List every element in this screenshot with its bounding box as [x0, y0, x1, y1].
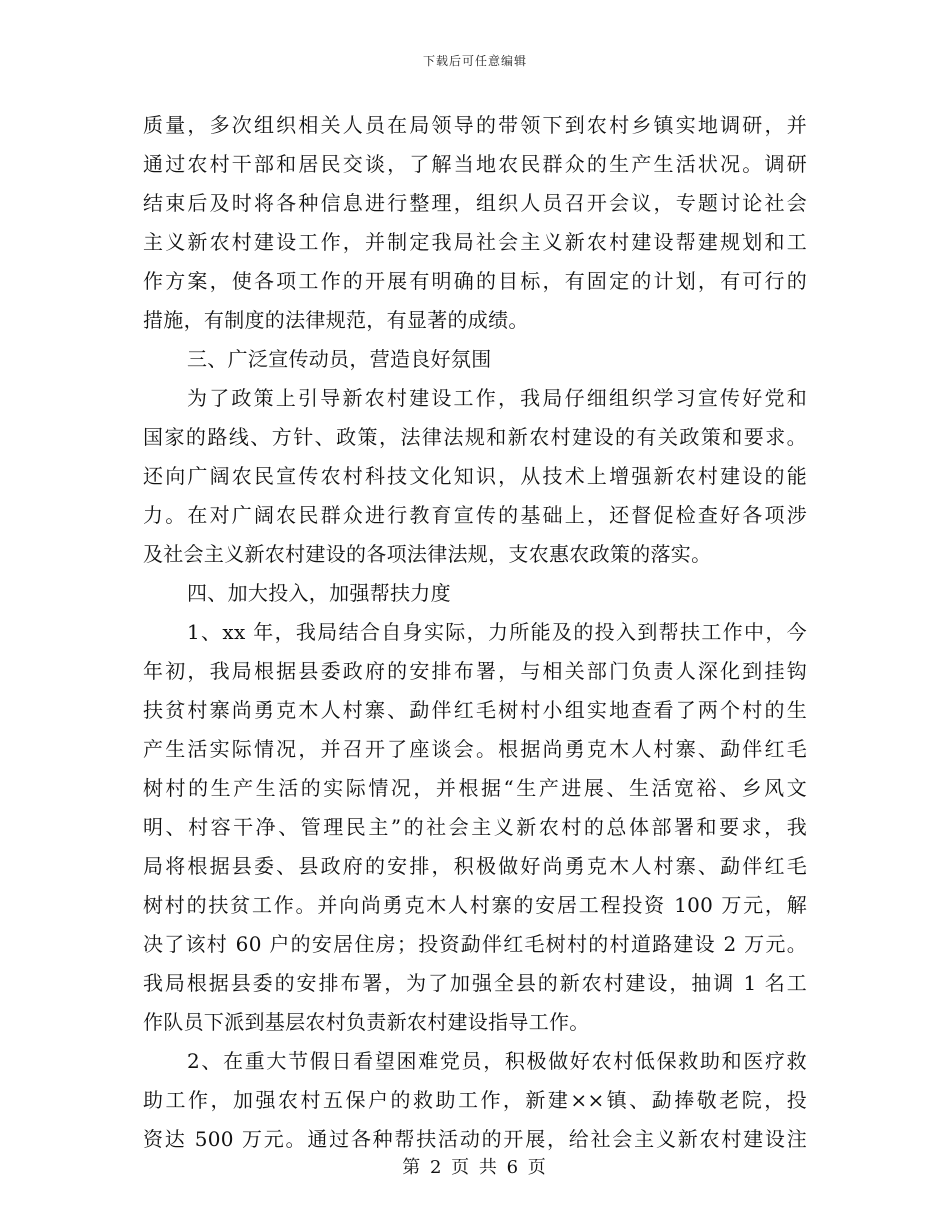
text-line: 质量，多次组织相关人员在局领导的带领下到农村乡镇实地调研，并 — [143, 113, 807, 137]
text-line: 助工作，加强农村五保户的救助工作，新建××镇、勐捧敬老院，投 — [143, 1088, 807, 1112]
text-line: 资达 500 万元。通过各种帮扶活动的开展，给社会主义新农村建设注 — [143, 1127, 807, 1151]
text-line: 还向广阔农民宣传农村科技文化知识，从技术上增强新农村建设的能 — [143, 464, 807, 488]
page-number: 第 2 页 共 6 页 — [402, 1157, 548, 1178]
section-heading: 三、广泛宣传动员，营造良好氛围 — [187, 347, 492, 371]
page-header: 下载后可任意编辑 — [422, 54, 527, 68]
text-line: 局将根据县委、县政府的安排，积极做好尚勇克木人村寨、勐伴红毛 — [143, 854, 807, 878]
text-line: 作方案，使各项工作的开展有明确的目标，有固定的计划，有可行的 — [143, 269, 807, 293]
text-line: 措施，有制度的法律规范，有显著的成绩。 — [143, 308, 529, 332]
text-line: 力。在对广阔农民群众进行教育宣传的基础上，还督促检查好各项涉 — [143, 503, 807, 527]
document-body — [143, 106, 807, 1159]
text-line: 1、xx 年，我局结合自身实际，力所能及的投入到帮扶工作中，今 — [187, 620, 807, 644]
section-heading: 四、加大投入，加强帮扶力度 — [187, 581, 451, 605]
text-line: 通过农村干部和居民交谈，了解当地农民群众的生产生活状况。调研 — [143, 152, 807, 176]
text-line: 主义新农村建设工作，并制定我局社会主义新农村建设帮建规划和工 — [143, 230, 807, 254]
text-line: 树村的生产生活的实际情况，并根据“生产进展、生活宽裕、乡风文 — [143, 776, 807, 800]
text-line: 结束后及时将各种信息进行整理，组织人员召开会议，专题讨论社会 — [143, 191, 807, 215]
text-line: 国家的路线、方针、政策，法律法规和新农村建设的有关政策和要求。 — [143, 425, 807, 449]
text-line: 作队员下派到基层农村负责新农村建设指导工作。 — [143, 1010, 590, 1034]
text-line: 2、在重大节假日看望困难党员，积极做好农村低保救助和医疗救 — [187, 1049, 807, 1073]
text-line: 我局根据县委的安排布署，为了加强全县的新农村建设，抽调 1 名工 — [143, 971, 807, 995]
text-line: 及社会主义新农村建设的各项法律法规，支农惠农政策的落实。 — [143, 542, 712, 566]
text-line: 树村的扶贫工作。并向尚勇克木人村寨的安居工程投资 100 万元，解 — [143, 893, 807, 917]
text-line: 为了政策上引导新农村建设工作，我局仔细组织学习宣传好党和 — [187, 386, 807, 410]
text-line: 决了该村 60 户的安居住房；投资勐伴红毛树村的村道路建设 2 万元。 — [143, 932, 807, 956]
text-line: 产生活实际情况，并召开了座谈会。根据尚勇克木人村寨、勐伴红毛 — [143, 737, 807, 761]
text-line: 扶贫村寨尚勇克木人村寨、勐伴红毛树村小组实地查看了两个村的生 — [143, 698, 807, 722]
text-line: 年初，我局根据县委政府的安排布署，与相关部门负责人深化到挂钩 — [143, 659, 807, 683]
text-line: 明、村容干净、管理民主”的社会主义新农村的总体部署和要求，我 — [143, 815, 807, 839]
